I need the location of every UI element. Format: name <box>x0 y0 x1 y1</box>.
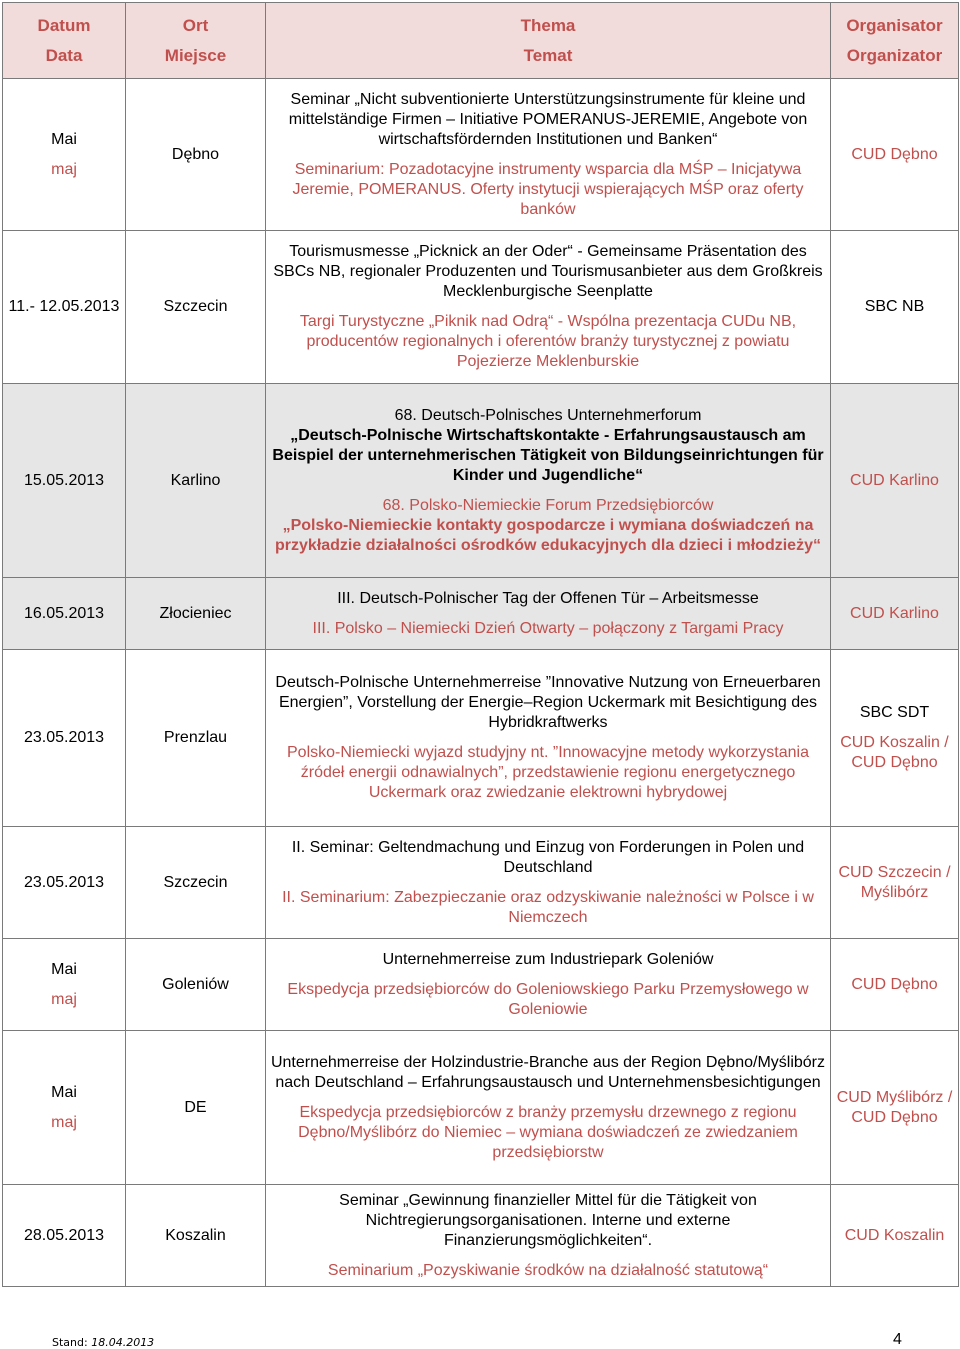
date-cell: Mai maj <box>3 79 126 231</box>
organizer-cell: CUD Myślibórz / CUD Dębno <box>831 1031 959 1185</box>
organizer-cell: CUD Karlino <box>831 384 959 578</box>
place-cell: Złocieniec <box>126 578 266 650</box>
schedule-table <box>2 2 959 1287</box>
topic-pl: Seminarium „Pozyskiwanie środków na działalność statutową“ <box>327 1261 769 1279</box>
topic-de: Deutsch-Polnische Unternehmerreise ”Innovative Nutzung von Erneuerbaren Energien”, Vorstellung der Energie–Region Uckermark mit Besichtigung des Hybridkraftwerks <box>275 674 821 731</box>
topic-pl: II. Seminarium: Zabezpieczanie oraz odzyskiwanie należności w Polsce i w Niemczech <box>282 888 814 926</box>
topic-cell <box>266 827 831 939</box>
organizer-cell: SBC SDT CUD Koszalin / CUD Dębno <box>831 650 959 827</box>
date-cell: 15.05.2013 <box>3 384 126 578</box>
topic-de: Unternehmerreise der Holzindustrie-Branche aus der Region Dębno/Myślibórz nach Deutschland – Erfahrungsaustausch und Unternehmensbesichtigungen <box>270 1053 826 1091</box>
date-cell: 16.05.2013 <box>3 578 126 650</box>
date-cell: 28.05.2013 <box>3 1185 126 1287</box>
topic-pl-title: „Polsko-Niemieckie kontakty gospodarcze i wymiana doświadczeń na przykładzie działalności ośrodków edukacyjnych dla dzieci i młodzieży“ <box>275 516 821 554</box>
place-cell: DE <box>126 1031 266 1185</box>
topic-pl: Seminarium: Pozadotacyjne instrumenty wsparcia dla MŚP – Inicjatywa Jeremie, POMERANUS. Oferty instytucji wspierających MŚP oraz oferty banków <box>292 160 804 218</box>
table-row <box>3 79 959 231</box>
table-row <box>3 1031 959 1185</box>
topic-pl: III. Polsko – Niemiecki Dzień Otwarty – połączony z Targami Pracy <box>312 619 784 637</box>
topic-cell <box>266 231 831 384</box>
table-row <box>3 578 959 650</box>
organizer-cell: CUD Szczecin / Myślibórz <box>831 827 959 939</box>
table-row <box>3 1185 959 1287</box>
topic-pl: Targi Turystyczne „Piknik nad Odrą“ - Wspólna prezentacja CUDu NB, producentów regionalnych i oferentów branży turystycznej z powiatu Pojezierze Meklenburskie <box>299 313 797 370</box>
table-row <box>3 650 959 827</box>
topic-de: Unternehmerreise zum Industriepark Goleniów <box>382 950 714 968</box>
topic-cell <box>266 578 831 650</box>
date-cell: 23.05.2013 <box>3 827 126 939</box>
table-row <box>3 384 959 578</box>
topic-de: II. Seminar: Geltendmachung und Einzug von Forderungen in Polen und Deutschland <box>291 838 805 876</box>
topic-cell <box>266 939 831 1031</box>
organizer-cell: CUD Karlino <box>831 578 959 650</box>
date-cell: 11.- 12.05.2013 <box>3 231 126 384</box>
date-cell: Mai maj <box>3 939 126 1031</box>
place-cell: Goleniów <box>126 939 266 1031</box>
topic-de: Seminar „Nicht subventionierte Unterstützungsinstrumente für kleine und mittelständige Firmen – Initiative POMERANUS-JEREMIE, Angebote von wirtschaftsfördernden Institutionen und Banken“ <box>288 90 808 148</box>
topic-de: Seminar „Gewinnung finanzieller Mittel für die Tätigkeit von Nichtregierungsorganisationen. Interne und externe Finanzierungsmöglichkeiten“. <box>339 1191 757 1249</box>
col-header-place: Ort Miejsce <box>126 3 266 79</box>
place-cell: Karlino <box>126 384 266 578</box>
topic-de: III. Deutsch-Polnischer Tag der Offenen Tür – Arbeitsmesse <box>337 589 759 607</box>
table-row <box>3 827 959 939</box>
footer-stand: Stand: 18.04.2013 <box>52 1336 155 1349</box>
topic-de-title: „Deutsch-Polnische Wirtschaftskontakte - Erfahrungsaustausch am Beispiel der unternehmerischen Tätigkeit von Bildungseinrichtungen für Kinder und Jugendliche“ <box>272 426 824 484</box>
page-number: 4 <box>893 1331 902 1348</box>
date-cell: Mai maj <box>3 1031 126 1185</box>
date-cell: 23.05.2013 <box>3 650 126 827</box>
table-row <box>3 231 959 384</box>
topic-cell <box>266 1031 831 1185</box>
topic-pl: Polsko-Niemiecki wyjazd studyjny nt. ”Innowacyjne metody wykorzystania źródeł energii odnawialnych”, przedstawienie regionu energetycznego Uckermark oraz zwiedzanie elektrowni hybrydowej <box>287 744 809 801</box>
organizer-cell: CUD Dębno <box>831 79 959 231</box>
place-cell: Szczecin <box>126 827 266 939</box>
topic-cell <box>266 384 831 578</box>
organizer-cell: SBC NB <box>831 231 959 384</box>
organizer-cell: CUD Dębno <box>831 939 959 1031</box>
topic-pl-lead: 68. Polsko-Niemieckie Forum Przedsiębiorców <box>382 496 714 514</box>
col-header-date: Datum Data <box>3 3 126 79</box>
place-cell: Dębno <box>126 79 266 231</box>
place-cell: Koszalin <box>126 1185 266 1287</box>
topic-de-lead: 68. Deutsch-Polnisches Unternehmerforum <box>394 406 702 424</box>
topic-cell <box>266 650 831 827</box>
col-header-organizer: Organisator Organizator <box>831 3 959 79</box>
table-row <box>3 939 959 1031</box>
place-cell: Szczecin <box>126 231 266 384</box>
header-row <box>3 3 959 79</box>
topic-de: Tourismusmesse „Picknick an der Oder“ - Gemeinsame Präsentation des SBCs NB, regionaler Produzenten und Tourismusanbieter aus dem Großkreis Mecklenburgische Seenplatte <box>273 243 823 300</box>
topic-pl: Ekspedycja przedsiębiorców z branży przemysłu drzewnego z regionu Dębno/Myślibórz do Niemiec – wymiana doświadczeń ze zwiedzaniem przedsiębiorstw <box>298 1103 798 1161</box>
topic-cell <box>266 79 831 231</box>
col-header-topic: Thema Temat <box>266 3 831 79</box>
organizer-cell: CUD Koszalin <box>831 1185 959 1287</box>
topic-cell <box>266 1185 831 1287</box>
topic-pl: Ekspedycja przedsiębiorców do Goleniowskiego Parku Przemysłowego w Goleniowie <box>287 980 809 1018</box>
place-cell: Prenzlau <box>126 650 266 827</box>
